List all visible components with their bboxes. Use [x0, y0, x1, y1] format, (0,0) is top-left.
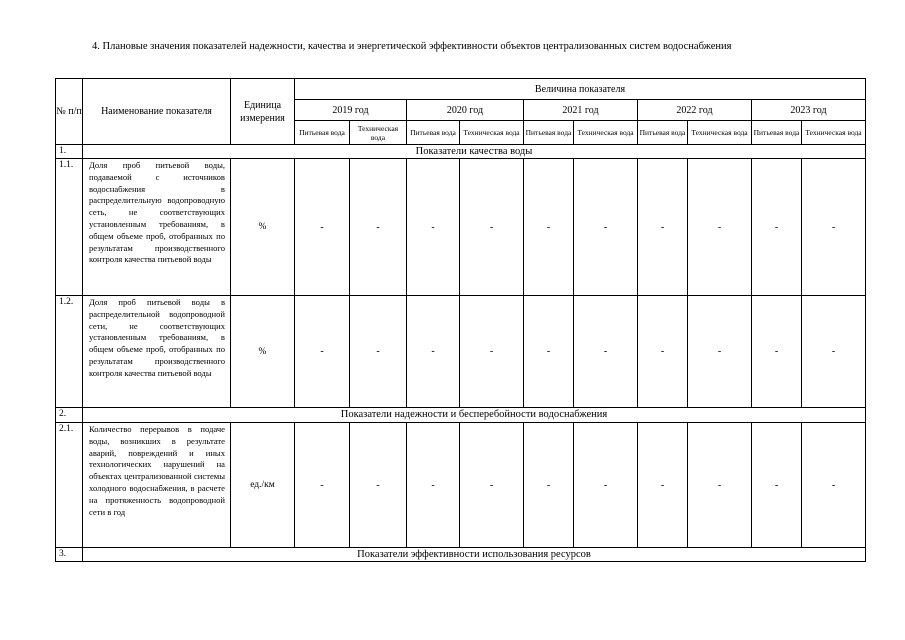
row-unit: % [231, 159, 295, 296]
row-name: Количество перерывов в подаче воды, возникших в результате аварий, повреждений и иных технологических нарушений на объектах централизованной системы холодного водоснабжения, в расчете на протяженность водопроводной сети в год [83, 423, 231, 548]
header-name: Наименование показателя [83, 79, 231, 145]
row-name: Доля проб питьевой воды в распределительной водопроводной сети, не соответствующих установленным требованиям, в общем объеме проб, отобранных по результатам производственного контроля качества питьевой воды [83, 296, 231, 408]
value-cell: - [407, 296, 460, 408]
value-cell: - [460, 423, 524, 548]
subheader-drinking: Питьевая вода [295, 121, 350, 145]
value-cell: - [295, 423, 350, 548]
subheader-technical: Техническая вода [688, 121, 752, 145]
value-cell: - [752, 159, 802, 296]
value-cell: - [407, 423, 460, 548]
row-unit: ед./км [231, 423, 295, 548]
subheader-drinking: Питьевая вода [524, 121, 574, 145]
section-num: 2. [56, 408, 83, 423]
value-cell: - [688, 159, 752, 296]
row-unit: % [231, 296, 295, 408]
value-cell: - [524, 159, 574, 296]
value-cell: - [574, 423, 638, 548]
header-num: № п/п [56, 79, 83, 145]
section-heading: 4. Плановые значения показателей надежности, качества и энергетической эффективности объектов централизованных систем водоснабжения [92, 41, 732, 52]
value-cell: - [688, 296, 752, 408]
year-header: 2021 год [524, 100, 638, 121]
row-name: Доля проб питьевой воды, подаваемой с источников водоснабжения в распределительную водопроводную сеть, не соответствующих установленным требованиям, в общем объеме проб, отобранных по результатам производственного контроля качества питьевой воды [83, 159, 231, 296]
value-cell: - [638, 159, 688, 296]
indicators-table [55, 78, 866, 562]
value-cell: - [802, 423, 866, 548]
year-header: 2022 год [638, 100, 752, 121]
value-cell: - [752, 296, 802, 408]
value-cell: - [688, 423, 752, 548]
subheader-drinking: Питьевая вода [638, 121, 688, 145]
section-title: Показатели надежности и бесперебойности водоснабжения [83, 408, 866, 423]
value-cell: - [638, 296, 688, 408]
value-cell: - [752, 423, 802, 548]
section-num: 3. [56, 548, 83, 562]
value-cell: - [407, 159, 460, 296]
value-cell: - [460, 159, 524, 296]
value-cell: - [460, 296, 524, 408]
table-row [56, 296, 866, 408]
subheader-drinking: Питьевая вода [407, 121, 460, 145]
year-header: 2023 год [752, 100, 866, 121]
value-cell: - [350, 296, 407, 408]
row-num: 1.1. [56, 159, 83, 296]
section-title: Показатели эффективности использования ресурсов [83, 548, 866, 562]
value-cell: - [802, 159, 866, 296]
value-cell: - [638, 423, 688, 548]
value-cell: - [350, 159, 407, 296]
subheader-technical: Техническая вода [574, 121, 638, 145]
year-header: 2019 год [295, 100, 407, 121]
section-num: 1. [56, 145, 83, 159]
subheader-drinking: Питьевая вода [752, 121, 802, 145]
value-cell: - [350, 423, 407, 548]
subheader-technical: Техническая вода [460, 121, 524, 145]
table-row [56, 159, 866, 296]
value-cell: - [295, 159, 350, 296]
table-row [56, 423, 866, 548]
subheader-technical: Техническая вода [350, 121, 407, 145]
value-cell: - [574, 296, 638, 408]
row-num: 2.1. [56, 423, 83, 548]
subheader-technical: Техническая вода [802, 121, 866, 145]
value-cell: - [524, 296, 574, 408]
value-cell: - [524, 423, 574, 548]
section-title: Показатели качества воды [83, 145, 866, 159]
value-cell: - [802, 296, 866, 408]
value-cell: - [295, 296, 350, 408]
header-value: Величина показателя [295, 79, 866, 100]
header-unit: Единица измерения [231, 79, 295, 145]
value-cell: - [574, 159, 638, 296]
year-header: 2020 год [407, 100, 524, 121]
row-num: 1.2. [56, 296, 83, 408]
